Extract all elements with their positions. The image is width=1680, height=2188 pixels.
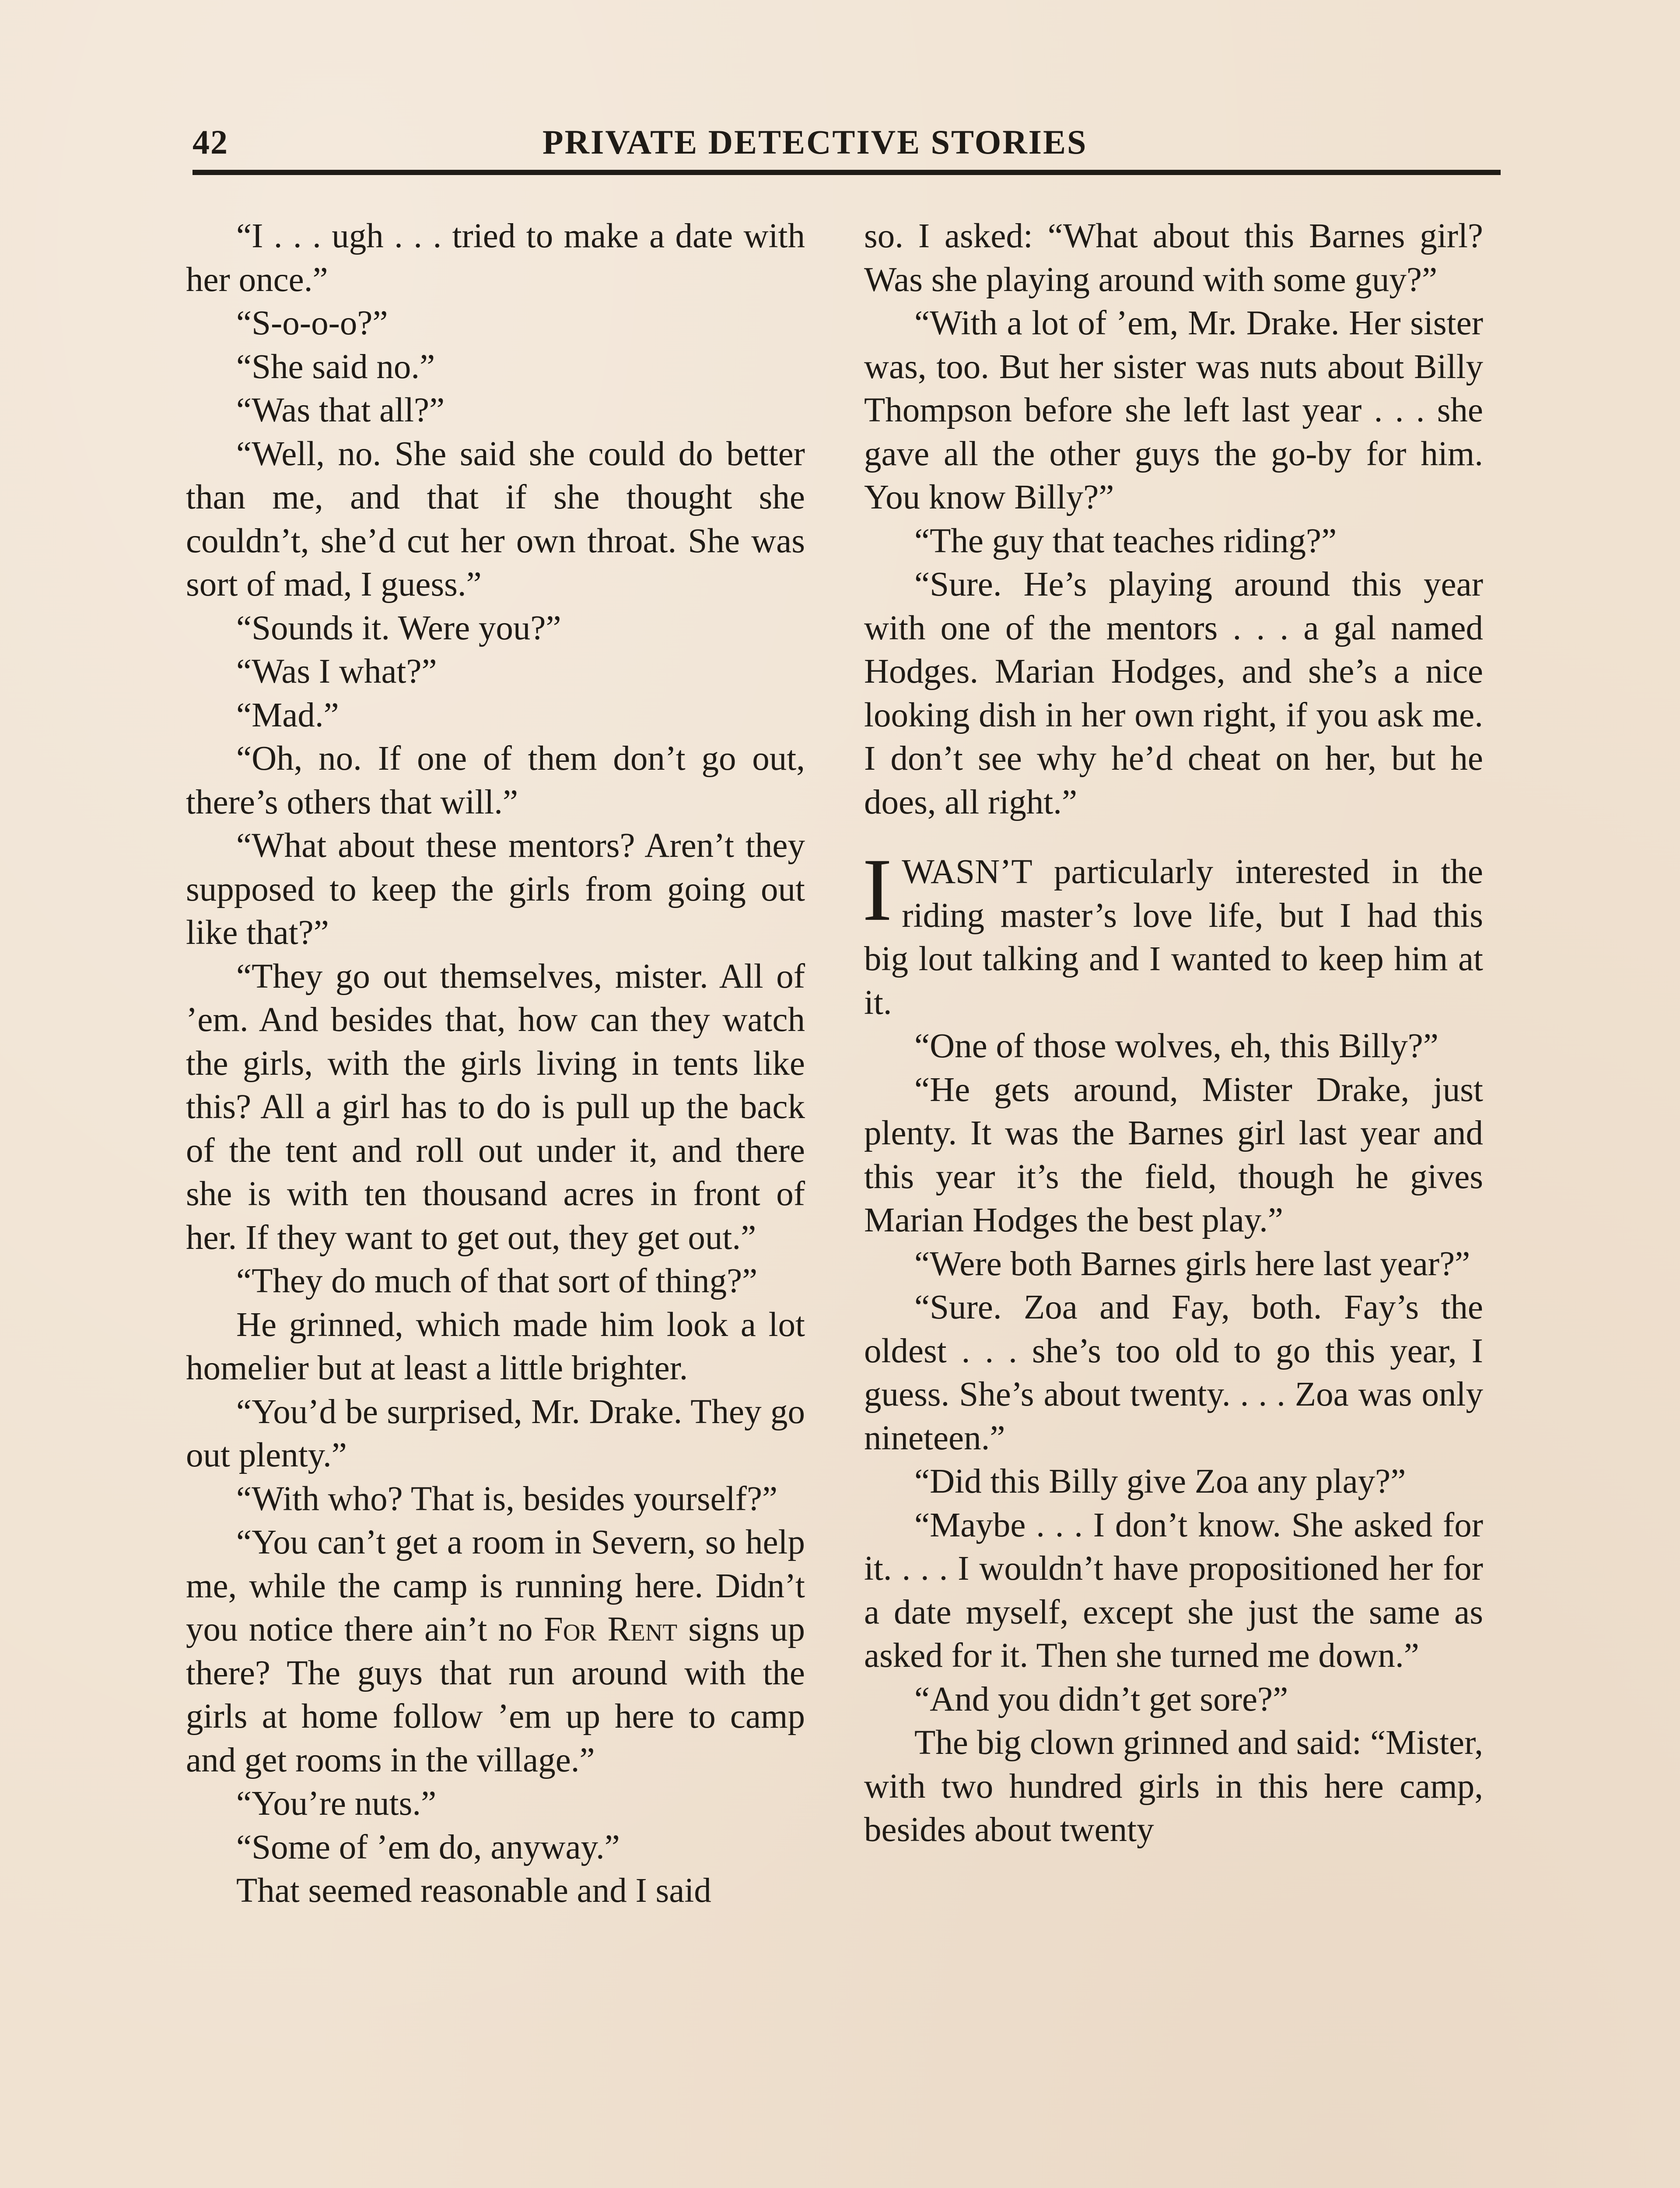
paragraph: “Well, no. She said she could do better than me, and that if she thought she couldn’t, she’d cut her own throat. She was sort of mad, I guess.” (186, 435, 805, 603)
drop-cap: I (862, 840, 892, 940)
paragraph: That seemed reasonable and I said (236, 1872, 711, 1910)
text-run: particularly interested in the riding master’s love life, but I had this big lout talking and I wanted to keep him at it. (864, 853, 1483, 1022)
paragraph: “With a lot of ’em, Mr. Drake. Her sister was, too. But her sister was nuts about Billy Thompson before she left last year . . . she gave all the other guys the go-by for him. You know Billy?” (864, 304, 1483, 516)
paragraph: “Were both Barnes girls here last year?” (914, 1245, 1470, 1283)
paragraph: “I . . . ugh . . . tried to make a date with her once.” (186, 217, 805, 299)
paragraph: “Sure. He’s playing around this year with one of the mentors . . . a gal named Hodges. Marian Hodges, and she’s a nice looking dish in her own right, if you ask me. I don’t see why he’d cheat on her, but he does, all right.” (864, 565, 1483, 821)
right-column (864, 214, 1483, 1852)
paragraph: “You’d be surprised, Mr. Drake. They go out plenty.” (186, 1392, 805, 1474)
paragraph: “What about these mentors? Aren’t they supposed to keep the girls from going out like that?” (186, 827, 805, 952)
text-run: signs up there? The guys that run around with the girls at home follow ’em up here to camp and get rooms in the village.” (186, 1610, 805, 1779)
paragraph-for-rent (186, 1521, 805, 1782)
paragraph: “The guy that teaches riding?” (914, 522, 1337, 560)
paragraph: “Sounds it. Were you?” (236, 609, 561, 647)
paragraph: “S-o-o-o?” (236, 304, 388, 342)
small-caps-text: For Rent (543, 1610, 678, 1648)
paragraph: “Oh, no. If one of them don’t go out, there’s others that will.” (186, 740, 805, 821)
paragraph: “She said no.” (236, 347, 435, 386)
paragraph: “They do much of that sort of thing?” (236, 1262, 758, 1300)
paragraph: “Did this Billy give Zoa any play?” (914, 1462, 1406, 1501)
paragraph: “Was that all?” (236, 391, 445, 429)
paragraph: “One of those wolves, eh, this Billy?” (914, 1027, 1438, 1065)
paragraph: “With who? That is, besides yourself?” (236, 1480, 778, 1518)
page-number: 42 (192, 123, 228, 161)
running-title: PRIVATE DETECTIVE STORIES (542, 123, 1088, 161)
text-run: “You can’t get a room in Severn, so help me, while the camp is running here. Didn’t you notice there ain’t no (186, 1523, 805, 1648)
paragraph: “Mad.” (236, 696, 339, 734)
paragraph: He grinned, which made him look a lot homelier but at least a little brighter. (186, 1305, 805, 1387)
caps-word: WASN’T (902, 853, 1032, 891)
paragraph: The big clown grinned and said: “Mister, with two hundred girls in this here camp, besides about twenty (864, 1724, 1483, 1849)
paragraph: “Was I what?” (236, 652, 437, 691)
left-column (186, 214, 805, 1913)
section-break-paragraph (862, 840, 1483, 1024)
page-header (192, 118, 1501, 171)
paragraph: “They go out themselves, mister. All of ’em. And besides that, how can they watch the girls, with the girls living in tents like this? All a girl has to do is pull up the back of the tent and roll out under it, and there she is with ten thousand acres in front of her. If they want to get out, they get out.” (186, 957, 805, 1257)
paragraph: “And you didn’t get sore?” (914, 1680, 1288, 1718)
paragraph: “You’re nuts.” (236, 1785, 437, 1823)
header-rule (192, 170, 1501, 175)
paragraph: “He gets around, Mister Drake, just plenty. It was the Barnes girl last year and this year it’s the field, though he gives Marian Hodges the best play.” (864, 1070, 1483, 1239)
paragraph: “Sure. Zoa and Fay, both. Fay’s the oldest . . . she’s too old to go this year, I guess. She’s about twenty. . . . Zoa was only nineteen.” (864, 1288, 1483, 1457)
paragraph: “Some of ’em do, anyway.” (236, 1828, 620, 1866)
continued-paragraph: so. I asked: “What about this Barnes girl? Was she playing around with some guy?” (864, 217, 1483, 299)
paragraph: “Maybe . . . I don’t know. She asked for it. . . . I wouldn’t have propositioned her for a date myself, except she just the same as asked for it. Then she turned me down.” (864, 1506, 1483, 1675)
